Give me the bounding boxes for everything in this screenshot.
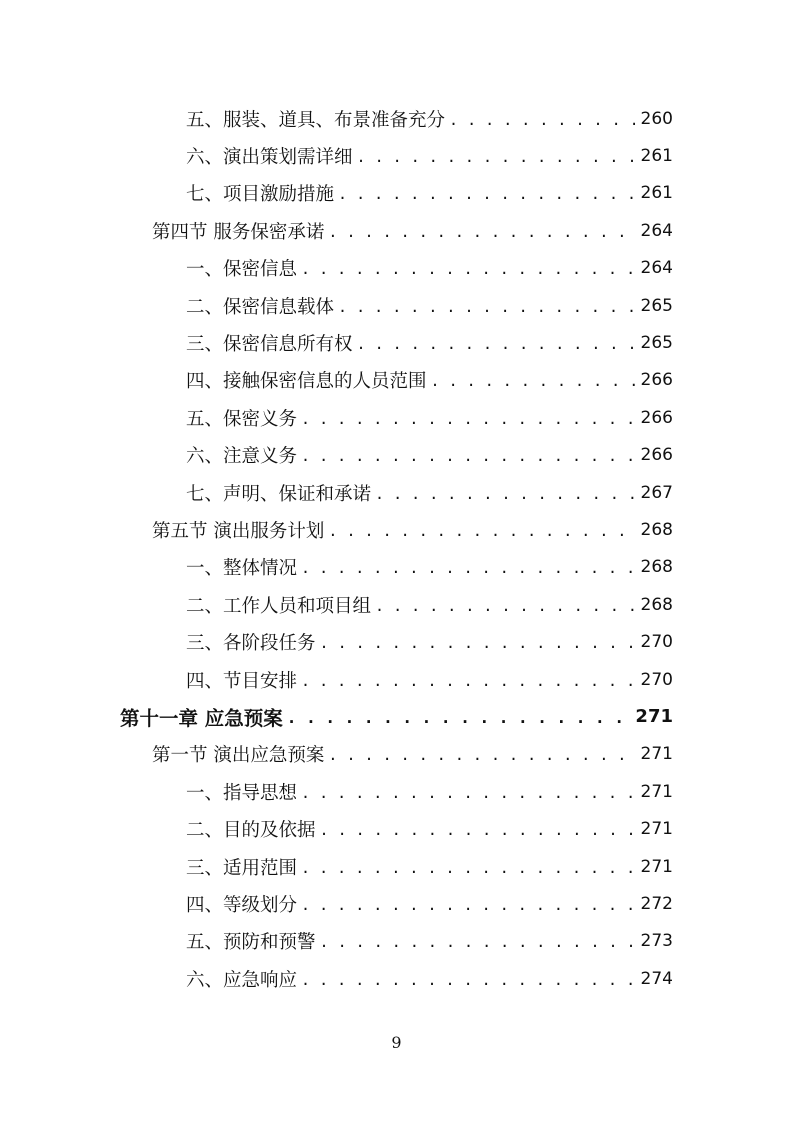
toc-dot-leader xyxy=(320,634,635,652)
toc-entry-page: 261 xyxy=(640,146,673,167)
toc-dot-leader xyxy=(320,821,635,839)
toc-entry[interactable] xyxy=(0,810,793,847)
toc-entry-page: 271 xyxy=(635,706,673,728)
toc-entry-page: 268 xyxy=(640,594,673,615)
toc-dot-leader xyxy=(301,447,635,465)
toc-entry[interactable] xyxy=(0,586,793,623)
toc-dot-leader xyxy=(301,672,635,690)
toc-entry[interactable] xyxy=(0,100,793,137)
toc-dot-leader xyxy=(301,971,635,989)
toc-section-entry[interactable] xyxy=(0,736,793,773)
toc-dot-leader xyxy=(301,896,635,914)
toc-entry-page: 272 xyxy=(640,893,673,914)
toc-entry[interactable] xyxy=(0,324,793,361)
toc-dot-leader xyxy=(328,223,634,241)
toc-dot-leader xyxy=(301,559,635,577)
toc-entry[interactable] xyxy=(0,399,793,436)
toc-entry-title: 五、服装、道具、布景准备充分 xyxy=(186,109,446,131)
toc-entry-title: 五、预防和预警 xyxy=(186,932,316,954)
toc-dot-leader xyxy=(338,298,635,316)
toc-entry-title: 四、节目安排 xyxy=(186,670,298,692)
toc-entry-title: 二、工作人员和项目组 xyxy=(186,595,372,617)
toc-entry-page: 271 xyxy=(640,856,673,877)
toc-entry[interactable] xyxy=(0,175,793,212)
toc-entry-title: 一、保密信息 xyxy=(186,259,298,281)
toc-entry-title: 五、保密义务 xyxy=(186,408,298,430)
toc-dot-leader xyxy=(338,185,635,203)
toc-entry[interactable] xyxy=(0,960,793,997)
toc-entry-title: 第一节 演出应急预案 xyxy=(152,745,325,767)
toc-entry-title: 六、注意义务 xyxy=(186,446,298,468)
toc-entry-page: 265 xyxy=(640,333,673,354)
toc-entry-page: 271 xyxy=(640,781,673,802)
toc-entry-page: 266 xyxy=(640,407,673,428)
toc-entry[interactable] xyxy=(0,287,793,324)
toc-entry-page: 265 xyxy=(640,295,673,316)
toc-chapter-entry[interactable] xyxy=(0,698,793,735)
toc-entry-title: 第四节 服务保密承诺 xyxy=(152,221,325,243)
toc-entry-title: 三、保密信息所有权 xyxy=(186,334,353,356)
page-number: 9 xyxy=(391,1033,402,1052)
toc-entry[interactable] xyxy=(0,661,793,698)
toc-entry-title: 一、指导思想 xyxy=(186,782,298,804)
toc-entry-page: 274 xyxy=(640,968,673,989)
toc-dot-leader xyxy=(328,522,634,540)
toc-entry[interactable] xyxy=(0,848,793,885)
toc-entry-title: 七、项目激励措施 xyxy=(186,184,335,206)
toc-entry[interactable] xyxy=(0,362,793,399)
toc-dot-leader xyxy=(320,933,635,951)
toc-entry-page: 261 xyxy=(640,183,673,204)
toc-dot-leader xyxy=(328,746,634,764)
toc-entry-page: 268 xyxy=(640,519,673,540)
toc-entry[interactable] xyxy=(0,623,793,660)
toc-dot-leader xyxy=(357,148,635,166)
toc-entry-title: 七、声明、保证和承诺 xyxy=(186,483,372,505)
toc-entry-page: 266 xyxy=(640,445,673,466)
toc-entry-page: 260 xyxy=(640,108,673,129)
toc-entry[interactable] xyxy=(0,923,793,960)
toc-entry-page: 264 xyxy=(640,220,673,241)
toc-entry-page: 266 xyxy=(640,370,673,391)
toc-entry-title: 六、应急响应 xyxy=(186,969,298,991)
toc-dot-leader xyxy=(431,372,635,390)
toc-entry-title: 四、等级划分 xyxy=(186,894,298,916)
toc-entry-title: 三、各阶段任务 xyxy=(186,633,316,655)
toc-entry[interactable] xyxy=(0,773,793,810)
toc-entry-title: 三、适用范围 xyxy=(186,857,298,879)
toc-dot-leader xyxy=(301,260,635,278)
toc-entry-page: 270 xyxy=(640,669,673,690)
toc-entry-page: 273 xyxy=(640,931,673,952)
toc-entry-page: 264 xyxy=(640,258,673,279)
toc-entry[interactable] xyxy=(0,474,793,511)
toc-entry-page: 271 xyxy=(640,744,673,765)
toc-section-entry[interactable] xyxy=(0,212,793,249)
toc-dot-leader xyxy=(375,485,635,503)
toc-entry-title: 二、目的及依据 xyxy=(186,820,316,842)
toc-dot-leader xyxy=(287,708,630,727)
toc-entry[interactable] xyxy=(0,250,793,287)
toc-dot-leader xyxy=(449,111,635,129)
table-of-contents xyxy=(0,100,793,997)
toc-dot-leader xyxy=(301,784,635,802)
toc-entry-title: 二、保密信息载体 xyxy=(186,296,335,318)
toc-entry-page: 270 xyxy=(640,632,673,653)
toc-entry-title: 第十一章 应急预案 xyxy=(120,706,283,730)
toc-entry[interactable] xyxy=(0,885,793,922)
toc-dot-leader xyxy=(375,597,635,615)
toc-entry-title: 第五节 演出服务计划 xyxy=(152,520,325,542)
toc-dot-leader xyxy=(357,335,635,353)
toc-entry[interactable] xyxy=(0,549,793,586)
toc-entry[interactable] xyxy=(0,137,793,174)
toc-entry-title: 六、演出策划需详细 xyxy=(186,147,353,169)
toc-dot-leader xyxy=(301,859,635,877)
toc-entry-title: 四、接触保密信息的人员范围 xyxy=(186,371,427,393)
toc-entry-title: 一、整体情况 xyxy=(186,558,298,580)
toc-section-entry[interactable] xyxy=(0,511,793,548)
toc-entry-page: 267 xyxy=(640,482,673,503)
toc-dot-leader xyxy=(301,410,635,428)
toc-entry[interactable] xyxy=(0,437,793,474)
toc-entry-page: 271 xyxy=(640,819,673,840)
toc-entry-page: 268 xyxy=(640,557,673,578)
